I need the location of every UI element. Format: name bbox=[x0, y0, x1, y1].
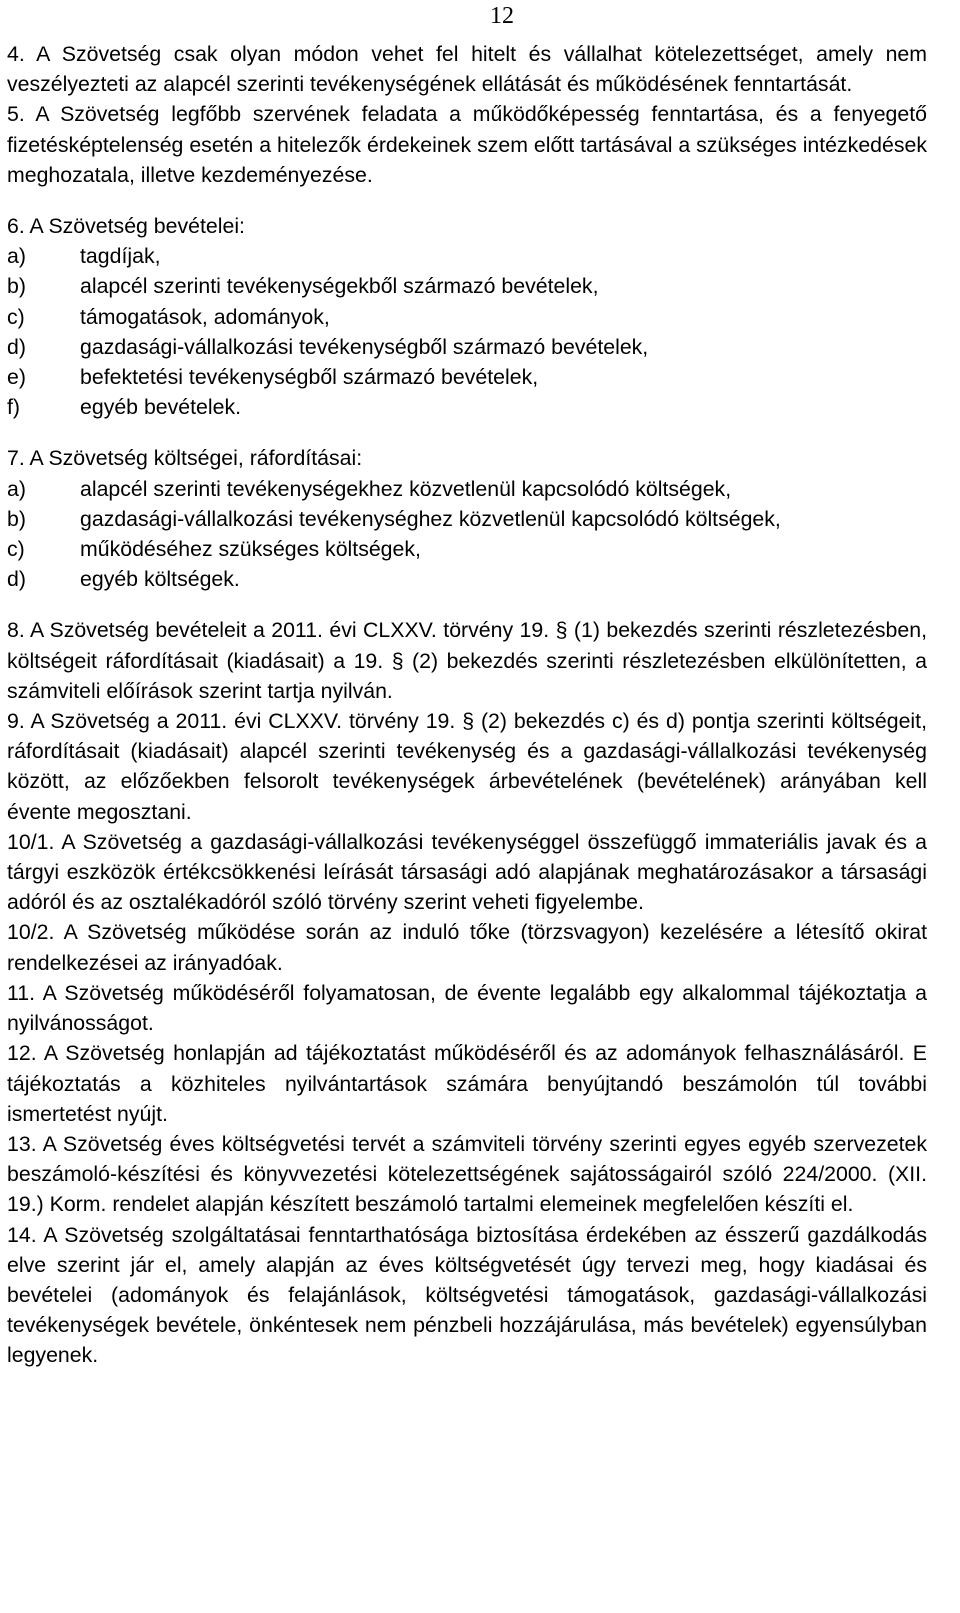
list-marker: a) bbox=[7, 476, 26, 501]
list-marker: c) bbox=[7, 537, 25, 562]
paragraph-5: 5. A Szövetség legfőbb szervének feladata a működőképesség fenntartása, és a fenyegető fizetésképtelenség esetén a hitelezők érdekeinek szem előtt tartásával a szükséges intézkedések meghozatala, illetve kezdeményezése. bbox=[7, 102, 927, 187]
revenue-list bbox=[7, 241, 927, 422]
list-marker: c) bbox=[7, 304, 25, 329]
paragraph-4: 4. A Szövetség csak olyan módon vehet fel hitelt és vállalhat kötelezettséget, amely nem veszélyezteti az alapcél szerinti tevékenységének ellátását és működésének fenntartását. bbox=[7, 42, 927, 97]
list-marker: b) bbox=[7, 506, 26, 531]
list-item-text: egyéb bevételek. bbox=[80, 395, 242, 420]
paragraph-gap bbox=[7, 594, 927, 615]
paragraph-10-2: 10/2. A Szövetség működése során az induló tőke (törzsvagyon) kezelésére a létesítő okirat rendelkezései az irányadóak. bbox=[7, 920, 927, 975]
list-item-text: gazdasági-vállalkozási tevékenységhez közvetlenül kapcsolódó költségek, bbox=[80, 506, 781, 531]
list-item-text: befektetési tevékenységből származó bevételek, bbox=[80, 365, 539, 390]
paragraph-14: 14. A Szövetség szolgáltatásai fenntarthatósága biztosítása érdekében az ésszerű gazdálkodás elve szerint jár el, amely alapján az éves költségvetését úgy tervezi meg, hogy kiadásai és bevételei (adományok és felajánlások, költségvetési támogatások, gazdasági-vállalkozási tevékenységek bevétele, önkéntesek nem pénzbeli hozzájárulása, más bevételek) egyensúlyban legyenek. bbox=[7, 1222, 927, 1368]
list-item bbox=[7, 302, 927, 332]
paragraph-13: 13. A Szövetség éves költségvetési tervét a számviteli törvény szerinti egyes egyéb szervezetek beszámoló-készítési és könyvvezetési kötelezettségének sajátosságairól szóló 224/2000. (XII. 19.) Korm. rendelet alapján készített beszámoló tartalmi elemeinek megfelelően készíti el. bbox=[7, 1131, 927, 1217]
paragraph-gap bbox=[7, 190, 927, 211]
paragraph-10-1: 10/1. A Szövetség a gazdasági-vállalkozási tevékenységgel összefüggő immateriális javak és a tárgyi eszközök értékcsökkenési leírását társasági adó alapjának meghatározásakor a társasági adóról és az osztalékadóról szóló törvény szerint veheti figyelembe. bbox=[7, 829, 927, 915]
paragraph-12: 12. A Szövetség honlapján ad tájékoztatást működéséről és az adományok felhasználásáról. E tájékoztatás a közhiteles nyilvántartások számára benyújtandó beszámolón túl további ismertetést nyújt. bbox=[7, 1041, 927, 1126]
list-item bbox=[7, 474, 927, 504]
document-body bbox=[7, 39, 927, 1371]
cost-list bbox=[7, 474, 927, 595]
paragraph-gap bbox=[7, 422, 927, 443]
list-item bbox=[7, 504, 927, 534]
list-item-text: egyéb költségek. bbox=[80, 567, 240, 592]
list-marker: d) bbox=[7, 567, 26, 592]
list-item-text: alapcél szerinti tevékenységekhez közvetlenül kapcsolódó költségek, bbox=[80, 476, 732, 501]
list-item bbox=[7, 362, 927, 392]
paragraph-11: 11. A Szövetség működéséről folyamatosan, de évente legalább egy alkalommal tájékoztatja a nyilvánosságot. bbox=[7, 980, 927, 1036]
list-item-text: működéséhez szükséges költségek, bbox=[80, 537, 421, 562]
list-item bbox=[7, 564, 927, 594]
page-number: 12 bbox=[490, 3, 514, 29]
list-item bbox=[7, 332, 927, 362]
section-6-heading: 6. A Szövetség bevételei: bbox=[7, 214, 245, 239]
list-item bbox=[7, 392, 927, 422]
list-item bbox=[7, 241, 927, 271]
list-item-text: támogatások, adományok, bbox=[80, 304, 330, 329]
list-item-text: alapcél szerinti tevékenységekből származó bevételek, bbox=[80, 274, 599, 299]
list-item bbox=[7, 271, 927, 301]
list-marker: f) bbox=[7, 395, 21, 420]
list-marker: d) bbox=[7, 334, 26, 359]
list-item bbox=[7, 534, 927, 564]
paragraph-8: 8. A Szövetség bevételeit a 2011. évi CLXXV. törvény 19. § (1) bekezdés szerinti részletezésben, költségeit ráfordításait (kiadásait) a 19. § (2) bekezdés szerinti részletezésben elkülönítetten, a számviteli előírások szerint tartja nyilván. bbox=[7, 618, 927, 703]
paragraph-9: 9. A Szövetség a 2011. évi CLXXV. törvény 19. § (2) bekezdés c) és d) pontja szerinti költségeit, ráfordításait (kiadásait) alapcél szerinti tevékenység és a gazdasági-vállalkozási tevékenység között, az előzőekben felsorolt tevékenységek árbevételének (bevételének) arányában kell évente megosztani. bbox=[7, 709, 927, 824]
list-item-text: tagdíjak, bbox=[80, 244, 161, 269]
section-7-heading: 7. A Szövetség költségei, ráfordításai: bbox=[7, 446, 363, 471]
list-marker: a) bbox=[7, 244, 26, 269]
list-marker: b) bbox=[7, 274, 26, 299]
list-marker: e) bbox=[7, 365, 26, 390]
list-item-text: gazdasági-vállalkozási tevékenységből származó bevételek, bbox=[80, 334, 649, 359]
